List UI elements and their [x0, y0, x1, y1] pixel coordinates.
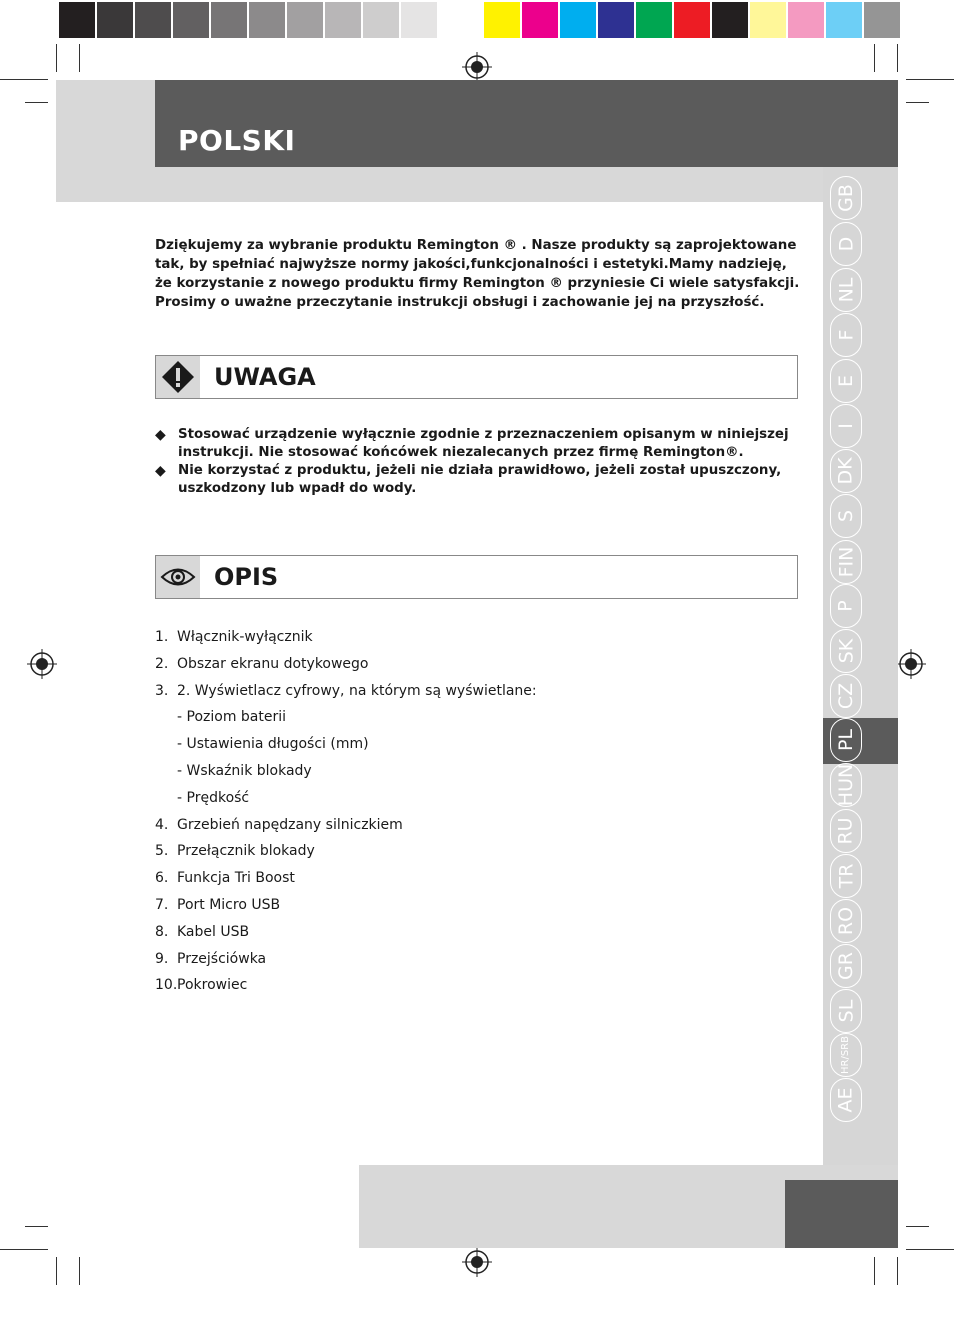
item-text: Grzebień napędzany silniczkiem [177, 816, 403, 833]
color-swatch [636, 2, 674, 38]
item-text: 2. Wyświetlacz cyfrowy, na którym są wyświetlane: [177, 682, 537, 699]
language-tab-label: CZ [834, 682, 857, 710]
language-tab-sl[interactable] [830, 989, 862, 1033]
crop-mark [874, 44, 875, 72]
language-tab-nl[interactable] [830, 268, 862, 312]
language-tab-label: S [835, 509, 857, 523]
language-tab-label: D [834, 236, 857, 252]
warning-title: UWAGA [214, 363, 316, 391]
item-text: - Poziom baterii [177, 709, 287, 726]
crop-mark [897, 1257, 898, 1285]
registration-mark-icon [27, 649, 57, 679]
item-text: - Prędkość [177, 789, 250, 806]
language-tab-label: E [834, 374, 857, 388]
color-swatch-bar [484, 2, 902, 38]
crop-mark [79, 1257, 80, 1285]
color-swatch [173, 2, 211, 38]
item-text: - Wskaźnik blokady [177, 762, 312, 779]
language-tab-f[interactable] [830, 313, 862, 357]
item-number: 10. [155, 977, 178, 994]
crop-mark [906, 1249, 954, 1250]
language-tab-label: TR [835, 863, 857, 889]
language-tab-label: PL [834, 728, 857, 752]
language-tab-label: I [834, 423, 857, 429]
color-swatch [439, 2, 477, 38]
language-tab-ro[interactable] [830, 899, 862, 943]
crop-mark [79, 44, 80, 72]
intro-line: Prosimy o uważne przeczytanie instrukcji obsługi i zachowanie jej na przyszłość. [155, 295, 765, 310]
item-number: 4. [155, 816, 169, 833]
diamond-bullet-icon: ◆ [155, 463, 166, 479]
language-tab-i[interactable] [830, 404, 862, 448]
language-tab-p[interactable] [830, 584, 862, 628]
language-tab-label: DK [835, 457, 857, 485]
language-tab-label: P [835, 600, 857, 612]
crop-mark [0, 79, 48, 80]
list-item [155, 896, 795, 923]
list-item [155, 655, 795, 682]
language-tab-sk[interactable] [830, 629, 862, 673]
crop-mark [906, 1226, 929, 1227]
language-tab-hr-srb[interactable] [830, 1033, 862, 1077]
warning-text: Stosować urządzenie wyłącznie zgodnie z przeznaczeniem opisanym w niniejszej instrukcji. Nie stosować końcówek niezalecanych przez firmę Remington®. [178, 427, 789, 460]
crop-mark [874, 1257, 875, 1285]
color-swatch [363, 2, 401, 38]
color-swatch [135, 2, 173, 38]
crop-mark [897, 44, 898, 72]
description-title: OPIS [214, 563, 279, 591]
list-item [155, 816, 795, 843]
diamond-bullet-icon: ◆ [155, 427, 166, 443]
language-tab-hun[interactable] [830, 763, 862, 807]
item-number: 5. [155, 843, 169, 860]
language-tab-tr[interactable] [830, 854, 862, 898]
description-list [155, 628, 795, 1003]
color-swatch [560, 2, 598, 38]
crop-mark [56, 44, 57, 72]
color-swatch [249, 2, 287, 38]
registration-mark-icon [462, 52, 492, 82]
intro-paragraph [155, 236, 803, 312]
registration-mark-icon [462, 1247, 492, 1277]
crop-mark [906, 102, 929, 103]
item-text: Port Micro USB [177, 896, 281, 913]
warning-text: Nie korzystać z produktu, jeżeli nie działa prawidłowo, jeżeli został upuszczony, uszkodzony lub wpadł do wody. [178, 463, 782, 496]
language-tab-ru[interactable] [830, 809, 862, 853]
color-swatch [211, 2, 249, 38]
item-number: 3. [155, 682, 169, 699]
list-item [155, 462, 805, 498]
color-swatch [864, 2, 902, 38]
item-number: 9. [155, 950, 169, 967]
gray-swatch-bar [59, 2, 477, 38]
crop-mark [906, 79, 954, 80]
warning-section-header [155, 355, 798, 399]
list-item [155, 628, 795, 655]
language-tab-gb[interactable] [830, 176, 862, 220]
language-tab-cz[interactable] [830, 674, 862, 718]
color-swatch [712, 2, 750, 38]
language-tab-label: FIN [835, 546, 857, 578]
color-swatch [750, 2, 788, 38]
language-tab-label: SL [835, 999, 857, 1023]
item-number: 6. [155, 870, 169, 887]
list-item [155, 426, 805, 462]
language-tab-fin[interactable] [830, 540, 862, 584]
language-tab-ae[interactable] [830, 1078, 862, 1122]
item-text: Przejściówka [177, 950, 267, 967]
intro-line: że korzystanie z nowego produktu firmy Remington ® przyniesie Ci wiele satysfakcji. [155, 276, 800, 291]
item-text: Kabel USB [177, 923, 250, 940]
language-tab-label: RO [834, 906, 857, 936]
color-swatch [59, 2, 97, 38]
color-swatch [97, 2, 135, 38]
list-item [155, 950, 795, 977]
item-text: Przełącznik blokady [177, 843, 315, 860]
registration-mark-icon [896, 649, 926, 679]
list-item [155, 762, 795, 789]
list-item [155, 842, 795, 869]
intro-line: tak, by spełniać najwyższe normy jakości,funkcjonalności i estetyki.Mamy nadzieję, [155, 257, 787, 272]
color-swatch [401, 2, 439, 38]
description-section-header [155, 555, 798, 599]
language-tab-pl[interactable] [830, 718, 862, 762]
color-swatch [484, 2, 522, 38]
item-text: Pokrowiec [177, 977, 248, 994]
item-text: - Ustawienia długości (mm) [177, 736, 369, 753]
crop-mark [25, 1226, 48, 1227]
item-text: Obszar ekranu dotykowego [177, 655, 369, 672]
eye-icon [156, 556, 200, 598]
item-number: 7. [155, 896, 169, 913]
item-text: Włącznik-wyłącznik [177, 629, 313, 645]
list-item [155, 923, 795, 950]
warning-icon [156, 356, 200, 398]
list-item [155, 976, 795, 1003]
page-number-block [785, 1180, 898, 1248]
language-tab-gr[interactable] [830, 944, 862, 988]
language-tab-dk[interactable] [830, 449, 862, 493]
color-swatch [788, 2, 826, 38]
language-tab-label: AE [834, 1087, 857, 1113]
language-tab-label: GB [834, 184, 857, 212]
crop-mark [0, 1249, 48, 1250]
language-tab-s[interactable] [830, 494, 862, 538]
language-tab-label: F [835, 329, 857, 341]
language-tab-label: SK [835, 638, 857, 664]
language-tab-label: GR [835, 952, 857, 980]
language-tab-d[interactable] [830, 222, 862, 266]
language-tab-label: RU [834, 817, 857, 845]
list-item [155, 869, 795, 896]
list-item [155, 682, 795, 709]
color-swatch [287, 2, 325, 38]
crop-mark [56, 1257, 57, 1285]
item-number: 2. [155, 655, 169, 672]
list-item [155, 708, 795, 735]
color-swatch [325, 2, 363, 38]
warning-list [155, 426, 805, 498]
language-tab-label: NL [835, 277, 857, 303]
page-title: POLSKI [178, 124, 296, 157]
list-item [155, 789, 795, 816]
item-number: 8. [155, 923, 169, 940]
color-swatch [598, 2, 636, 38]
color-swatch [674, 2, 712, 38]
crop-mark [25, 102, 48, 103]
language-tab-label: HUN [835, 763, 858, 807]
language-tab-label: HR/SRB [840, 1036, 851, 1074]
color-swatch [522, 2, 560, 38]
list-item [155, 735, 795, 762]
language-tab-e[interactable] [830, 359, 862, 403]
item-number: 1. [155, 629, 169, 645]
color-swatch [826, 2, 864, 38]
intro-line: Dziękujemy za wybranie produktu Remington ® . Nasze produkty są zaprojektowane [155, 238, 797, 253]
item-text: Funkcja Tri Boost [177, 870, 295, 887]
